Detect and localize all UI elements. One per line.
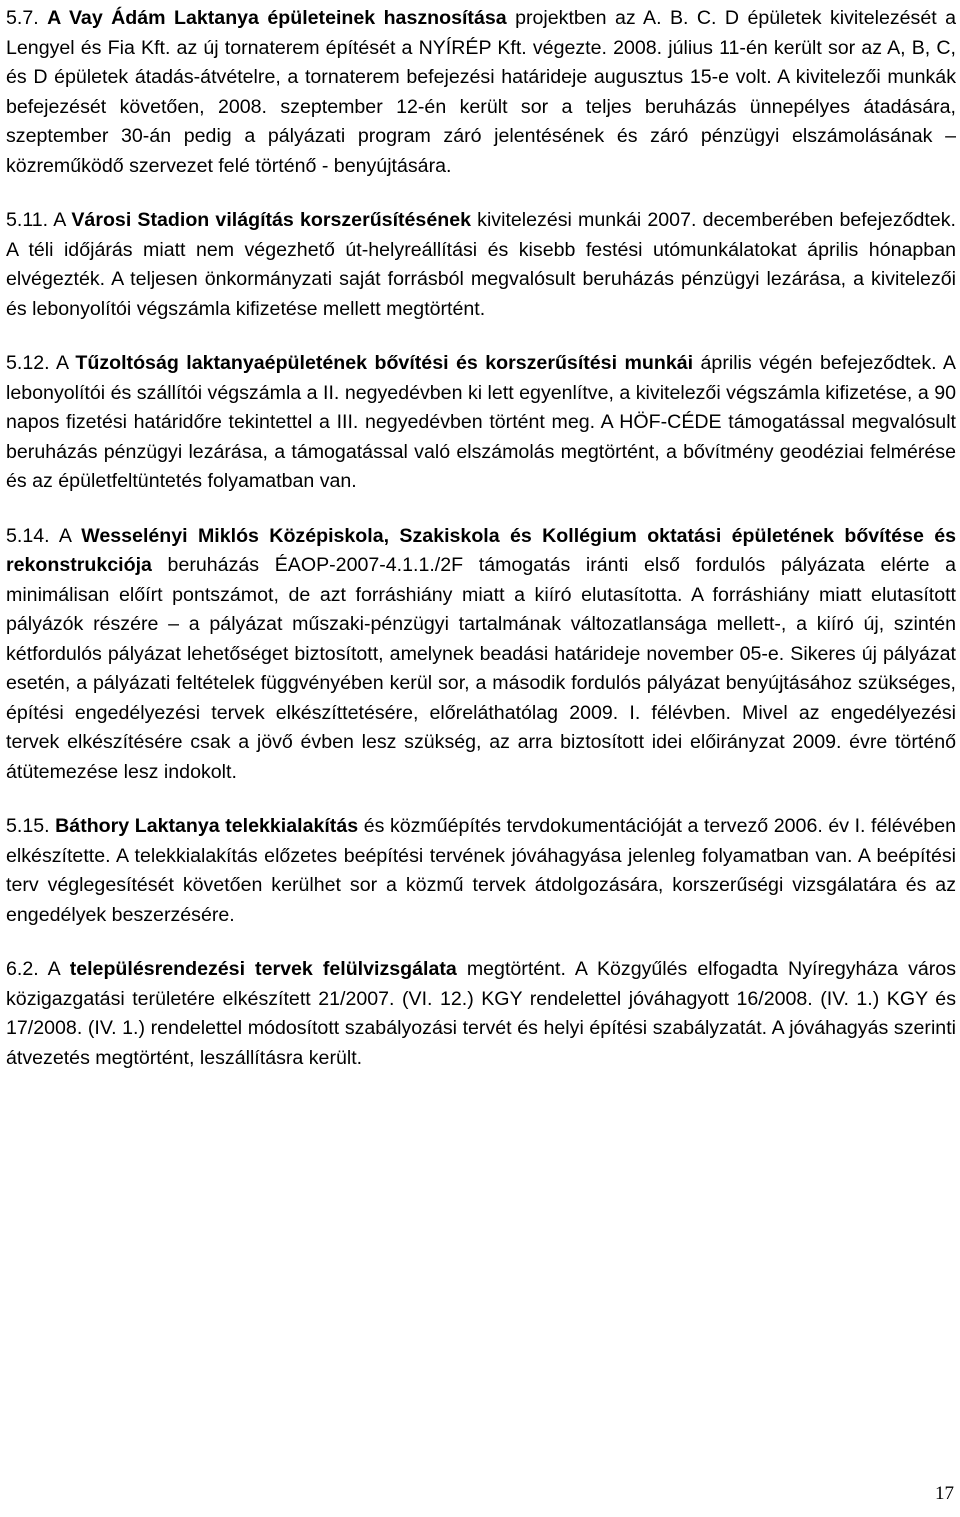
paragraph-6-2 xyxy=(6,955,956,1073)
para-text: projektben az A. B. C. D épületek kivitelezését a Lengyel és Fia Kft. az új tornaterem építését a NYÍRÉP Kft. végezte. 2008. július 11-én került sor az A, B, C, és D épületek átadás-átvételre, a tornaterem befejezési határideje augusztus 15-e volt. A kivitelezői munkák befejezését követően, 2008. szeptember 12-én került sor a teljes beruházás ünnepélyes átadására, szeptember 30-án pedig a pályázati program záró jelentésének és záró pénzügyi elszámolásának – közreműködő szervezet felé történő - benyújtására. xyxy=(6,7,956,177)
document-page xyxy=(6,0,956,1098)
para-text: április végén befejeződtek. A lebonyolítói és szállítói végszámla a II. negyedévben ki lett egyenlítve, a kivitelezői végszámla kifizetése, a 90 napos fizetési határidőre tekintettel a III. negyedévben történt meg. A HÖF-CÉDE támogatással megvalósult beruházás pénzügyi lezárása, a támogatással való elszámolás megtörtént, a bővítmény geodéziai felmérése és az épületfeltüntetés folyamatban van. xyxy=(6,352,956,492)
paragraph-5-14 xyxy=(6,522,956,788)
para-text: 5.7. xyxy=(6,7,48,29)
para-text: és közműépítés tervdokumentációját a tervező 2006. év I. félévében elkészítette. A telekkialakítás előzetes beépítési tervének jóváhagyása jelenleg folyamatban van. A beépítési terv véglegesítését követően kerülhet sor a közmű tervek átdolgozására, korszerűségi vizsgálatára és az engedélyek beszerzésére. xyxy=(6,815,956,926)
paragraph-5-15 xyxy=(6,812,956,930)
paragraph-5-12 xyxy=(6,349,956,497)
para-bold-text: Városi Stadion világítás korszerűsítésének xyxy=(71,209,471,231)
para-bold-text: A Vay Ádám Laktanya épületeinek hasznosítása xyxy=(47,7,507,29)
para-bold-text: Wesselényi Miklós Középiskola, Szakiskola és Kollégium oktatási épületének bővítése és rekonstrukciója xyxy=(6,524,957,576)
para-text: kivitelezési munkái 2007. decemberében befejeződtek. A téli időjárás miatt nem végezhető út-helyreállítási és kisebb festési utómunkálatokat április hónapban elvégezték. A teljesen önkormányzati saját forrásból megvalósult beruházás pénzügyi lezárása, a kivitelezői és lebonyolítói végszámla kifizetése mellett megtörtént. xyxy=(6,209,957,320)
page-number: 17 xyxy=(935,1483,954,1504)
paragraph-5-7 xyxy=(6,4,956,181)
para-text: 5.11. A xyxy=(6,209,72,231)
para-text: beruházás ÉAOP-2007-4.1.1./2F támogatás iránti első fordulós pályázata elérte a minimálisan előírt pontszámot, de azt forráshiány miatt a kiíró elutasította. A forráshiány miatt elutasított pályázók részére – a pályázat műszaki-pénzügyi tartalmának változatlansága mellett-, a kiíró új, szintén kétfordulós pályázat lehetőséget biztosított, amelynek beadási határideje november 05-e. Sikeres új pályázat esetén, a pályázati feltételek függvényében kerül sor, a második fordulós pályázat benyújtásához szükséges, építési engedélyezési tervek elkészíttetésére, előreláthatólag 2009. I. félévben. Mivel az engedélyezési tervek elkészítésére csak a jövő évben lesz szükség, az arra biztosított idei előirányzat 2009. évre történő átütemezése lesz indokolt. xyxy=(6,554,956,783)
para-text: 5.15. xyxy=(6,815,56,837)
para-text: megtörtént. A Közgyűlés elfogadta Nyíregyháza város közigazgatási területére elkészített 21/2007. (VI. 12.) KGY rendelettel jóváhagyott 16/2008. (IV. 1.) KGY és 17/2008. (IV. 1.) rendelettel módosított szabályozási tervét és helyi építési szabályzatát. A jóváhagyás szerinti átvezetés megtörtént, leszállításra került. xyxy=(6,958,957,1069)
para-text: 5.14. A xyxy=(6,524,82,547)
paragraph-5-11 xyxy=(6,206,956,324)
para-text: 5.12. A xyxy=(6,352,76,374)
para-bold-text: településrendezési tervek felülvizsgálata xyxy=(69,958,457,980)
para-text: 6.2. A xyxy=(6,958,70,980)
para-bold-text: Báthory Laktanya telekkialakítás xyxy=(55,815,359,837)
para-bold-text: Tűzoltóság laktanyaépületének bővítési és korszerűsítési munkái xyxy=(75,352,694,374)
